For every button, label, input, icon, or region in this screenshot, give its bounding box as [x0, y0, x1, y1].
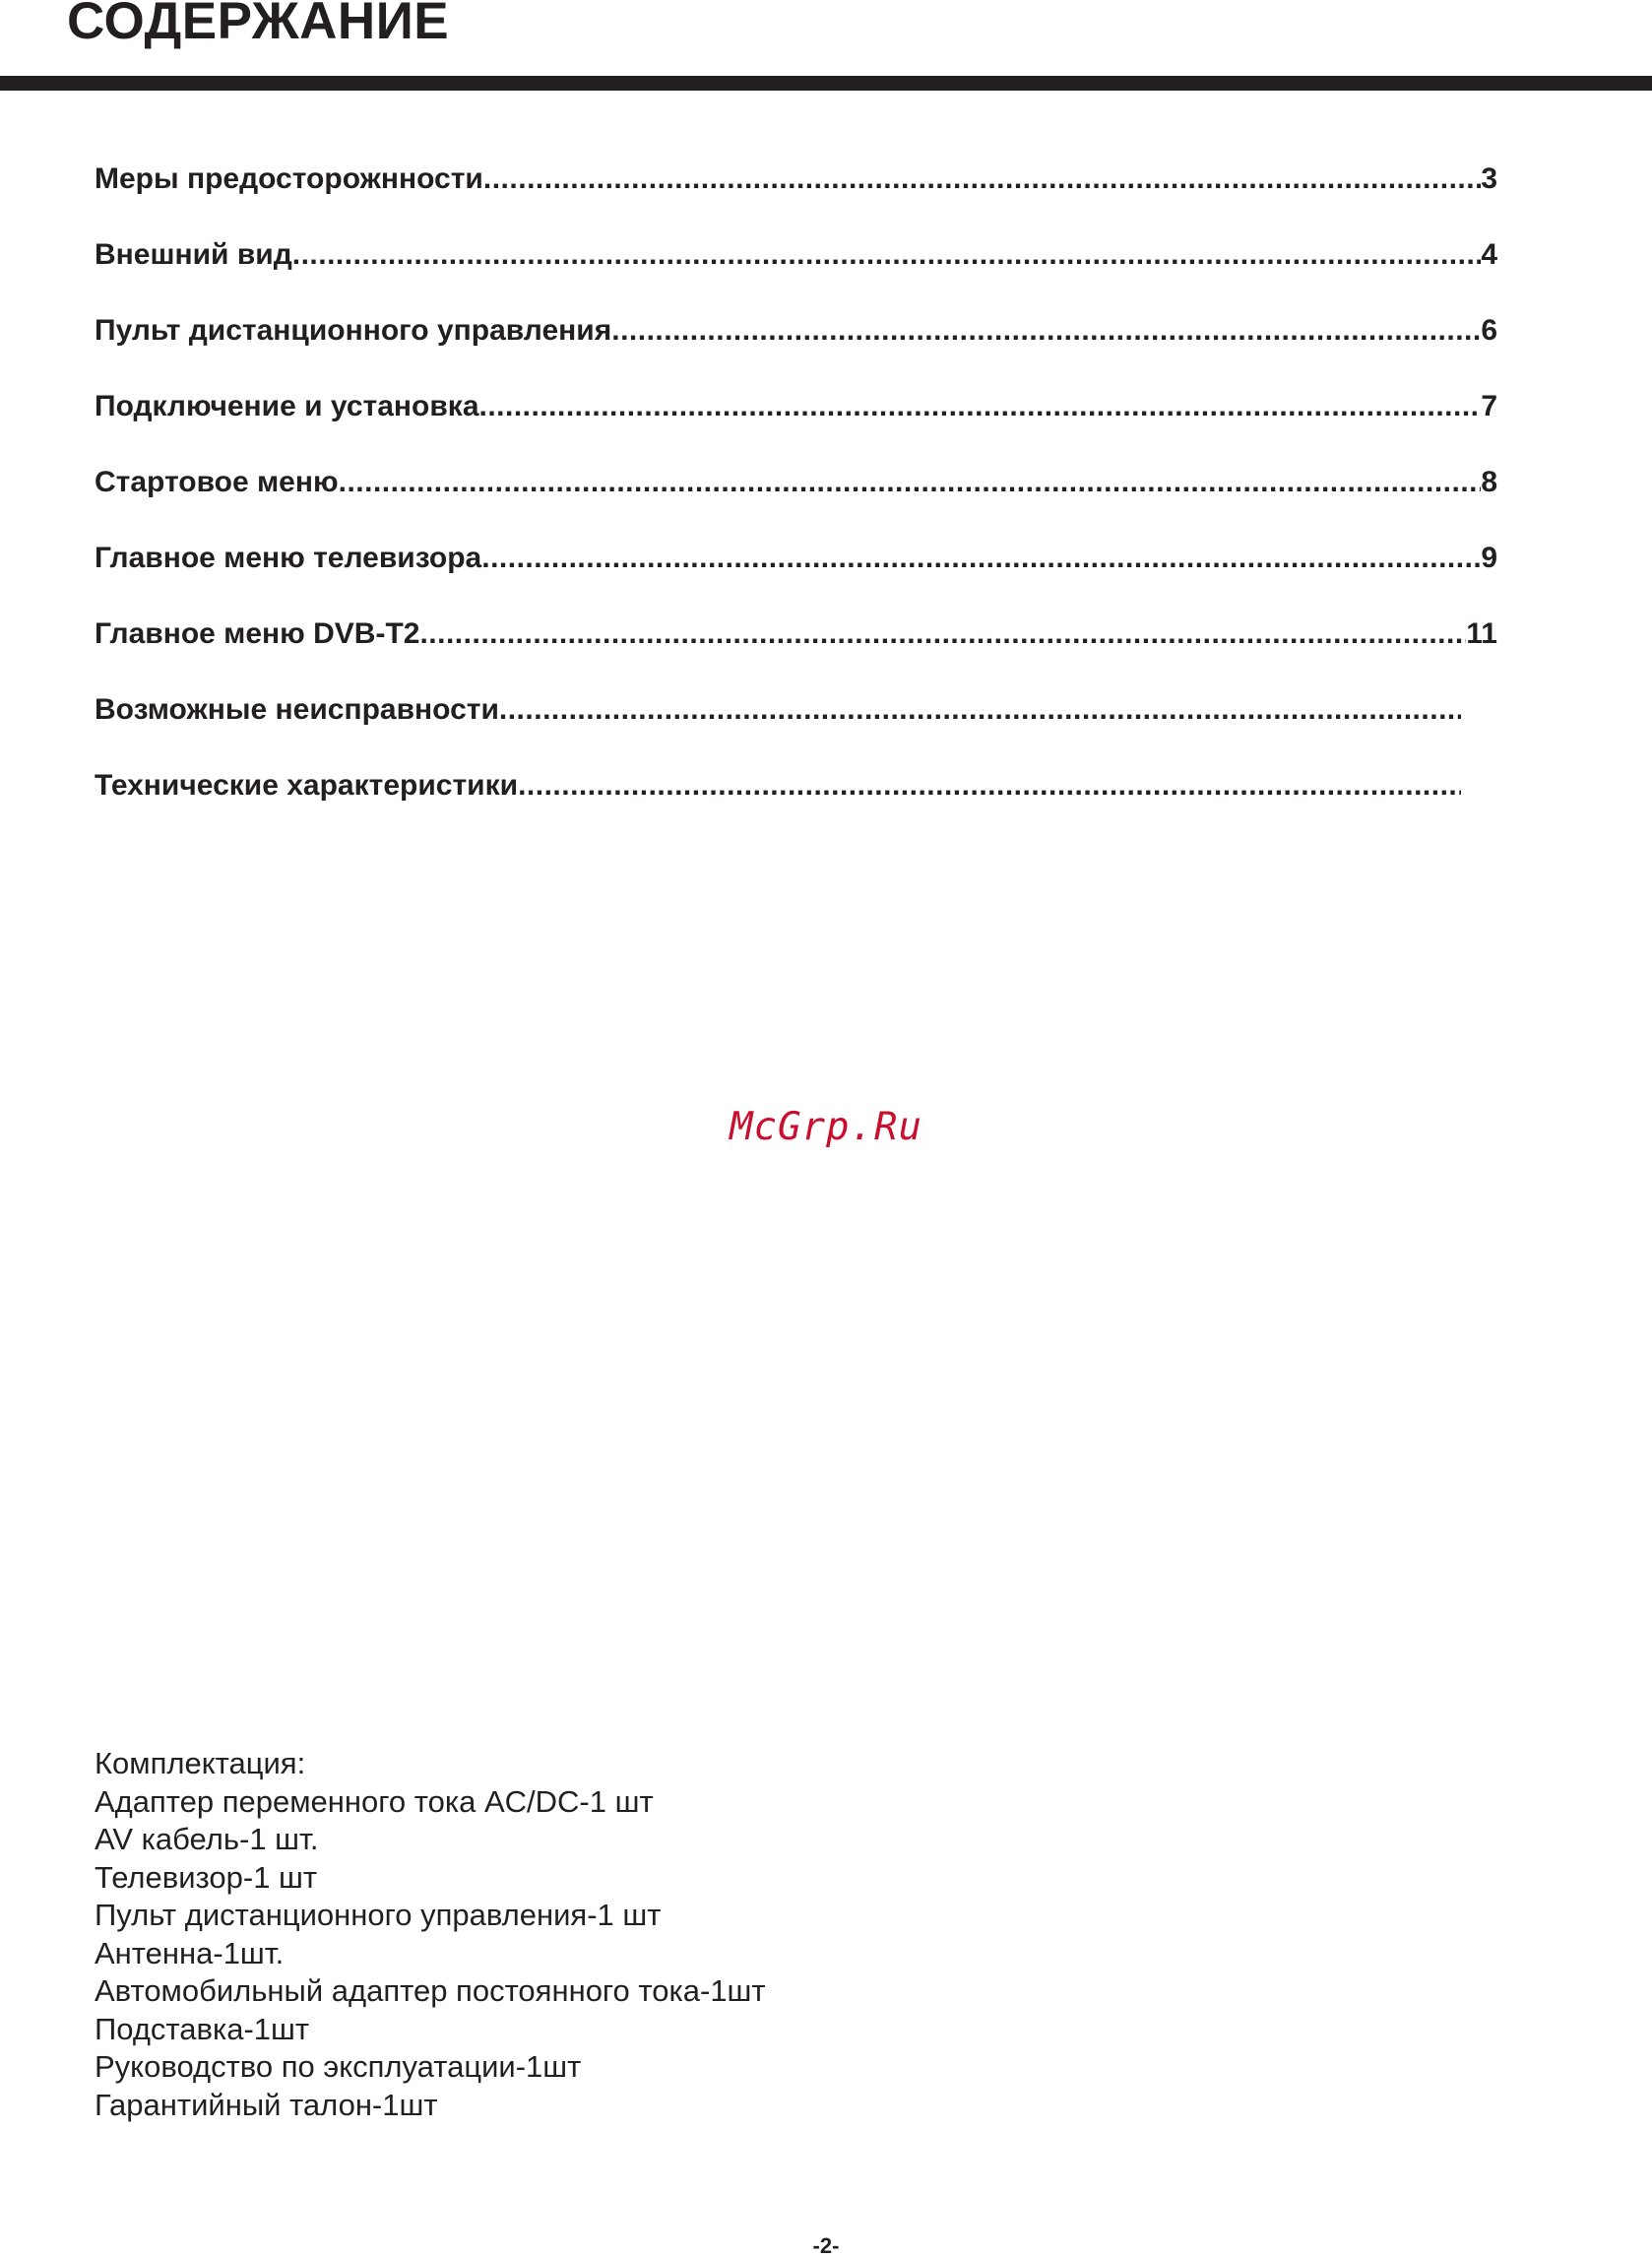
list-item: Автомобильный адаптер постоянного тока-1шт: [95, 1973, 766, 2008]
list-item: AV кабель-1 шт.: [95, 1822, 319, 1856]
toc-leader-dots: [292, 231, 1482, 279]
toc-entry-page: 3: [1481, 162, 1497, 195]
toc-entry-page: 4: [1481, 238, 1497, 271]
page-title: СОДЕРЖАНИЕ: [67, 0, 450, 50]
toc-entry-troubleshooting[interactable]: [95, 686, 1461, 762]
table-of-contents: [95, 156, 1497, 838]
toc-entry-label: Технические характеристики: [95, 769, 519, 802]
toc-entry-start-menu[interactable]: [95, 459, 1497, 535]
toc-entry-page: 7: [1481, 390, 1497, 422]
list-item: Руководство по эксплуатации-1шт: [95, 2049, 582, 2084]
toc-entry-page: 8: [1481, 466, 1497, 498]
list-item: Телевизор-1 шт: [95, 1859, 318, 1895]
list-item: Подставка-1шт: [95, 2011, 310, 2046]
list-item: Пульт дистанционного управления-1 шт: [95, 1898, 662, 1932]
page-number: -2-: [812, 2233, 840, 2258]
toc-leader-dots: [611, 307, 1481, 355]
toc-entry-page: 6: [1481, 314, 1497, 347]
list-item: Антенна-1шт.: [95, 1935, 285, 1970]
toc-entry-label: Меры предосторожнности: [95, 162, 483, 195]
toc-entry-connection[interactable]: [95, 383, 1497, 459]
list-item: Гарантийный талон-1шт: [95, 2087, 438, 2122]
toc-entry-remote-control[interactable]: [95, 307, 1497, 383]
list-item: Адаптер переменного тока AC/DC-1 шт: [95, 1783, 654, 1819]
toc-entry-tv-main-menu[interactable]: [95, 535, 1497, 611]
toc-leader-dots: [479, 383, 1482, 430]
toc-entry-label: Подключение и установка: [95, 390, 479, 422]
toc-leader-dots: [419, 611, 1466, 658]
toc-entry-page: 11: [1466, 617, 1497, 650]
toc-leader-dots: [481, 535, 1481, 582]
toc-leader-dots: [499, 686, 1461, 734]
package-contents-heading: Комплектация:: [95, 1746, 306, 1780]
toc-entry-label: Возможные неисправности: [95, 693, 499, 726]
toc-entry-label: Главное меню телевизора: [95, 542, 482, 574]
toc-entry-appearance[interactable]: [95, 231, 1497, 307]
toc-entry-label: Стартовое меню: [95, 466, 339, 498]
toc-entry-label: Внешний вид: [95, 238, 292, 271]
toc-entry-label: Пульт дистанционного управления: [95, 314, 612, 347]
toc-entry-dvb-t2-main-menu[interactable]: [95, 611, 1497, 686]
toc-leader-dots: [518, 762, 1461, 809]
toc-entry-precautions[interactable]: [95, 156, 1497, 231]
title-rule: [0, 76, 1652, 91]
toc-entry-page: 9: [1481, 542, 1497, 574]
toc-leader-dots: [483, 156, 1481, 203]
package-contents: [95, 1745, 766, 2124]
toc-leader-dots: [339, 459, 1482, 506]
watermark: McGrp.Ru: [730, 1105, 922, 1149]
toc-entry-specifications[interactable]: [95, 762, 1461, 838]
toc-entry-label: Главное меню DVB-T2: [95, 617, 420, 650]
